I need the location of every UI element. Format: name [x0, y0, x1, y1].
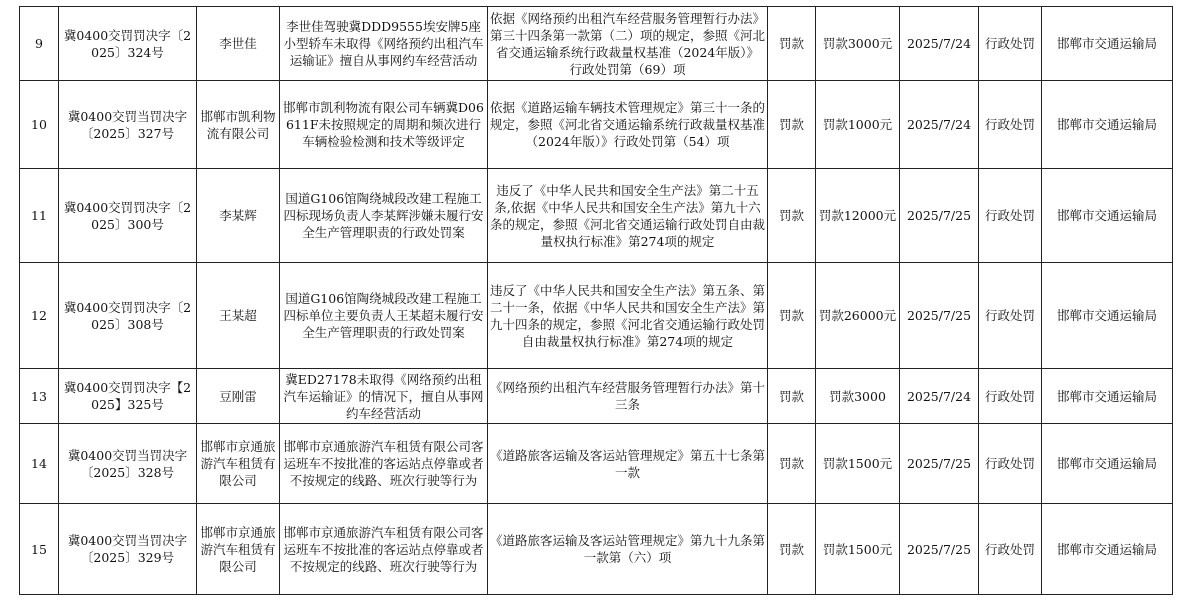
penalty-table: [19, 6, 1173, 595]
penalty-content-cell: 罚款1000元: [816, 81, 900, 169]
penalty-category-cell: 行政处罚: [979, 81, 1042, 169]
issuing-authority-cell: 邯郸市交通运输局: [1042, 169, 1173, 263]
penalty-content-cell: 罚款3000: [816, 369, 900, 424]
decision-date-cell: 2025/7/25: [900, 263, 979, 369]
penalty-type-cell: 罚款: [768, 424, 816, 504]
table-body: [20, 7, 1173, 595]
penalty-basis-cell: 《道路旅客运输及客运站管理规定》第九十九条第一款第（六）项: [488, 504, 768, 595]
penalty-content-cell: 罚款12000元: [816, 169, 900, 263]
party-name-cell: 李世佳: [197, 7, 280, 81]
decision-date-cell: 2025/7/24: [900, 81, 979, 169]
decision-number-cell: 冀0400交罚罚决字〔2025〕324号: [59, 7, 197, 81]
issuing-authority-cell: 邯郸市交通运输局: [1042, 81, 1173, 169]
penalty-basis-cell: 违反了《中华人民共和国安全生产法》第二十五条,依据《中华人民共和国安全生产法》第九十六条的规定，参照《河北省交通运输行政处罚自由裁量权执行标准》第274项的规定: [488, 169, 768, 263]
decision-date-cell: 2025/7/24: [900, 7, 979, 81]
table-row: [20, 169, 1173, 263]
decision-number-cell: 冀0400交罚罚决字〔2025〕308号: [59, 263, 197, 369]
row-number-cell: 10: [20, 81, 59, 169]
penalty-category-cell: 行政处罚: [979, 169, 1042, 263]
issuing-authority-cell: 邯郸市交通运输局: [1042, 424, 1173, 504]
table-row: [20, 7, 1173, 81]
party-name-cell: 邯郸市京通旅游汽车租赁有限公司: [197, 424, 280, 504]
penalty-basis-cell: 依据《道路运输车辆技术管理规定》第三十一条的规定，参照《河北省交通运输系统行政裁量权基准（2024年版）》行政处罚第（54）项: [488, 81, 768, 169]
row-number-cell: 11: [20, 169, 59, 263]
penalty-basis-cell: 《网络预约出租汽车经营服务管理暂行办法》第十三条: [488, 369, 768, 424]
party-name-cell: 邯郸市凯利物流有限公司: [197, 81, 280, 169]
violation-fact-cell: 邯郸市京通旅游汽车租赁有限公司客运班车不按批准的客运站点停靠或者不按规定的线路、班次行驶等行为: [280, 424, 488, 504]
penalty-type-cell: 罚款: [768, 504, 816, 595]
penalty-basis-cell: 《道路旅客运输及客运站管理规定》第五十七条第一款: [488, 424, 768, 504]
row-number-cell: 15: [20, 504, 59, 595]
row-number-cell: 13: [20, 369, 59, 424]
violation-fact-cell: 冀ED27178未取得《网络预约出租汽车运输证》的情况下，擅自从事网约车经营活动: [280, 369, 488, 424]
violation-fact-cell: 邯郸市凯利物流有限公司车辆冀D06611F未按照规定的周期和频次进行车辆检验检测和技术等级评定: [280, 81, 488, 169]
table-row: [20, 504, 1173, 595]
penalty-category-cell: 行政处罚: [979, 7, 1042, 81]
violation-fact-cell: 国道G106馆陶绕城段改建工程施工四标现场负责人李某辉涉嫌未履行安全生产管理职责的行政处罚案: [280, 169, 488, 263]
issuing-authority-cell: 邯郸市交通运输局: [1042, 369, 1173, 424]
decision-date-cell: 2025/7/25: [900, 504, 979, 595]
penalty-category-cell: 行政处罚: [979, 263, 1042, 369]
penalty-content-cell: 罚款26000元: [816, 263, 900, 369]
decision-date-cell: 2025/7/24: [900, 369, 979, 424]
decision-number-cell: 冀0400交罚当罚决字〔2025〕329号: [59, 504, 197, 595]
decision-number-cell: 冀0400交罚当罚决字〔2025〕328号: [59, 424, 197, 504]
penalty-category-cell: 行政处罚: [979, 504, 1042, 595]
penalty-category-cell: 行政处罚: [979, 369, 1042, 424]
penalty-content-cell: 罚款1500元: [816, 504, 900, 595]
row-number-cell: 12: [20, 263, 59, 369]
penalty-type-cell: 罚款: [768, 7, 816, 81]
table-row: [20, 424, 1173, 504]
row-number-cell: 14: [20, 424, 59, 504]
table-row: [20, 81, 1173, 169]
penalty-category-cell: 行政处罚: [979, 424, 1042, 504]
violation-fact-cell: 李世佳驾驶冀DDD9555埃安牌5座小型轿车未取得《网络预约出租汽车运输证》擅自从事网约车经营活动: [280, 7, 488, 81]
party-name-cell: 邯郸市京通旅游汽车租赁有限公司: [197, 504, 280, 595]
table-row: [20, 369, 1173, 424]
penalty-type-cell: 罚款: [768, 369, 816, 424]
party-name-cell: 豆刚雷: [197, 369, 280, 424]
row-number-cell: 9: [20, 7, 59, 81]
violation-fact-cell: 国道G106馆陶绕城段改建工程施工四标单位主要负责人王某超未履行安全生产管理职责的行政处罚案: [280, 263, 488, 369]
penalty-type-cell: 罚款: [768, 263, 816, 369]
decision-number-cell: 冀0400交罚当罚决字〔2025〕327号: [59, 81, 197, 169]
issuing-authority-cell: 邯郸市交通运输局: [1042, 263, 1173, 369]
party-name-cell: 李某辉: [197, 169, 280, 263]
penalty-content-cell: 罚款1500元: [816, 424, 900, 504]
decision-date-cell: 2025/7/25: [900, 169, 979, 263]
violation-fact-cell: 邯郸市京通旅游汽车租赁有限公司客运班车不按批准的客运站点停靠或者不按规定的线路、班次行驶等行为: [280, 504, 488, 595]
decision-number-cell: 冀0400交罚罚决字〔2025〕300号: [59, 169, 197, 263]
table-row: [20, 263, 1173, 369]
issuing-authority-cell: 邯郸市交通运输局: [1042, 7, 1173, 81]
penalty-type-cell: 罚款: [768, 81, 816, 169]
penalty-content-cell: 罚款3000元: [816, 7, 900, 81]
decision-number-cell: 冀0400交罚罚决字【2025】325号: [59, 369, 197, 424]
issuing-authority-cell: 邯郸市交通运输局: [1042, 504, 1173, 595]
decision-date-cell: 2025/7/25: [900, 424, 979, 504]
penalty-basis-cell: 违反了《中华人民共和国安全生产法》第五条、第二十一条，依据《中华人民共和国安全生产法》第九十四条的规定，参照《河北省交通运输行政处罚自由裁量权执行标准》第274项的规定: [488, 263, 768, 369]
penalty-type-cell: 罚款: [768, 169, 816, 263]
penalty-basis-cell: 依据《网络预约出租汽车经营服务管理暂行办法》第三十四条第一款第（二）项的规定，参照《河北省交通运输系统行政裁量权基准（2024年版）》行政处罚第（69）项: [488, 7, 768, 81]
party-name-cell: 王某超: [197, 263, 280, 369]
